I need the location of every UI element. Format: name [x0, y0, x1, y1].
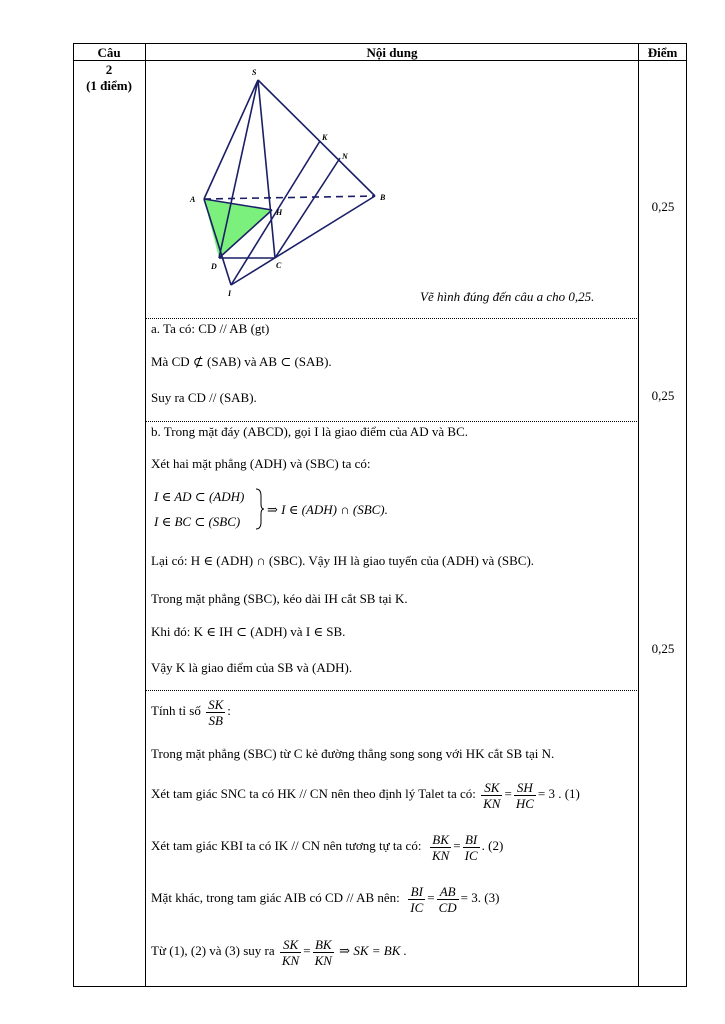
- kbi-text: Xét tam giác KBI ta có IK // CN nên tương tự ta có:: [151, 838, 422, 853]
- fraction-sk-kn: $\frac{SK}{KN}$: [483, 779, 501, 811]
- part-a-line-1: a. Ta có: CD // AB (gt): [151, 321, 270, 336]
- fraction-sk-kn-2: $\frac{SK}{KN}$: [281, 936, 300, 968]
- part-a-line-3: Suy ra CD // (SAB).: [151, 390, 257, 405]
- conclusion-result: ⇒ SK = BK .: [339, 943, 407, 958]
- part-c-line-4: Mặt khác, trong tam giác AIB có CD // AB nên: $\frac{BI}{IC}$ = $\frac{AB}{CD}$ = 3. (3): [151, 883, 500, 915]
- fraction-sk-sb: $\frac{SK}{SB}$: [208, 696, 224, 728]
- fraction-bk-kn-2: $\frac{BK}{KN}$: [314, 936, 332, 968]
- aib-result: = 3. (3): [460, 890, 500, 905]
- aib-text: Mặt khác, trong tam giác AIB có CD // AB nên:: [151, 890, 400, 905]
- fraction-ab-cd: $\frac{AB}{CD}$: [438, 883, 457, 915]
- part-a-line-2: Mà CD ⊄ (SAB) và AB ⊂ (SAB).: [151, 354, 332, 369]
- figure-caption: Vẽ hình đúng đến câu a cho 0,25.: [420, 289, 595, 304]
- label-s: S: [252, 68, 257, 77]
- table-divider-2: [638, 43, 639, 986]
- score-3: 0,25: [651, 641, 675, 656]
- talet-text: Xét tam giác SNC ta có HK // CN nên theo định lý Talet ta có:: [151, 786, 476, 801]
- label-h: H: [276, 208, 283, 217]
- fraction-sh-hc: $\frac{SH}{HC}$: [515, 779, 534, 811]
- label-a: A: [190, 195, 196, 204]
- fraction-bi-ic: $\frac{BI}{IC}$: [464, 831, 478, 863]
- part-c-intro: Tính tỉ số $\frac{SK}{SB}$ :: [151, 696, 231, 728]
- system-line-1: I ∈ AD ⊂ (ADH): [154, 489, 245, 504]
- part-b-line-2: Xét hai mặt phẳng (ADH) và (SBC) ta có:: [151, 456, 371, 471]
- system-result: ⇒ I ∈ (ADH) ∩ (SBC).: [267, 502, 388, 517]
- table-border-right: [686, 43, 687, 986]
- row-separator: [146, 421, 637, 422]
- part-c-line-2: Xét tam giác SNC ta có HK // CN nên theo định lý Talet ta có: $\frac{SK}{KN}$ = $\frac{SH}{HC}$ = 3 . (1): [151, 779, 580, 811]
- system-line-2: I ∈ BC ⊂ (SBC): [154, 514, 241, 529]
- conclusion-text: Từ (1), (2) và (3) suy ra: [151, 943, 275, 958]
- label-i: I: [228, 289, 232, 298]
- question-points: (1 điểm): [86, 78, 132, 93]
- part-b-line-6: Vậy K là giao điểm của SB và (ADH).: [151, 660, 353, 675]
- right-brace: [255, 488, 265, 530]
- row-separator: [146, 690, 637, 691]
- label-k: K: [322, 133, 328, 142]
- table-border-top: [73, 43, 687, 44]
- label-b: B: [380, 193, 386, 202]
- label-c: C: [276, 261, 282, 270]
- score-1: 0,25: [651, 199, 675, 214]
- part-c-line-3: Xét tam giác KBI ta có IK // CN nên tương tự ta có: $\frac{BK}{KN}$ = $\frac{BI}{IC}$ . (2): [151, 831, 504, 863]
- part-b-line-1: b. Trong mặt đáy (ABCD), gọi I là giao điểm của AD và BC.: [151, 424, 469, 439]
- question-number: 2: [105, 62, 113, 77]
- part-b-line-3: Lại có: H ∈ (ADH) ∩ (SBC). Vậy IH là giao tuyến của (ADH) và (SBC).: [151, 553, 535, 568]
- table-border-bottom: [73, 986, 687, 987]
- part-c-line-5: Từ (1), (2) và (3) suy ra $\frac{SK}{KN}$ = $\frac{BK}{KN}$ ⇒ SK = BK .: [151, 936, 407, 968]
- score-2: 0,25: [651, 388, 675, 403]
- label-n: N: [342, 152, 348, 161]
- table-divider-1: [145, 43, 146, 986]
- fraction-bi-ic-2: $\frac{BI}{IC}$: [410, 883, 424, 915]
- header-noi-dung: Nội dung: [366, 45, 418, 60]
- talet-result: = 3 . (1): [537, 786, 580, 801]
- ratio-intro-text: Tính tỉ số: [151, 703, 201, 718]
- fraction-bk-kn: $\frac{BK}{KN}$: [431, 831, 450, 863]
- label-d: D: [211, 262, 217, 271]
- pyramid-figure: [150, 60, 410, 310]
- header-diem: Điểm: [647, 45, 678, 60]
- part-b-line-4: Trong mặt phẳng (SBC), kéo dài IH cắt SB tại K.: [151, 591, 408, 606]
- table-border-left: [73, 43, 74, 986]
- part-b-line-5: Khi đó: K ∈ IH ⊂ (ADH) và I ∈ SB.: [151, 624, 346, 639]
- header-cau: Câu: [97, 45, 121, 60]
- part-c-line-1: Trong mặt phẳng (SBC) từ C kẻ đường thẳng song song với HK cắt SB tại N.: [151, 746, 555, 761]
- kbi-result: . (2): [481, 838, 504, 853]
- row-separator: [146, 318, 637, 319]
